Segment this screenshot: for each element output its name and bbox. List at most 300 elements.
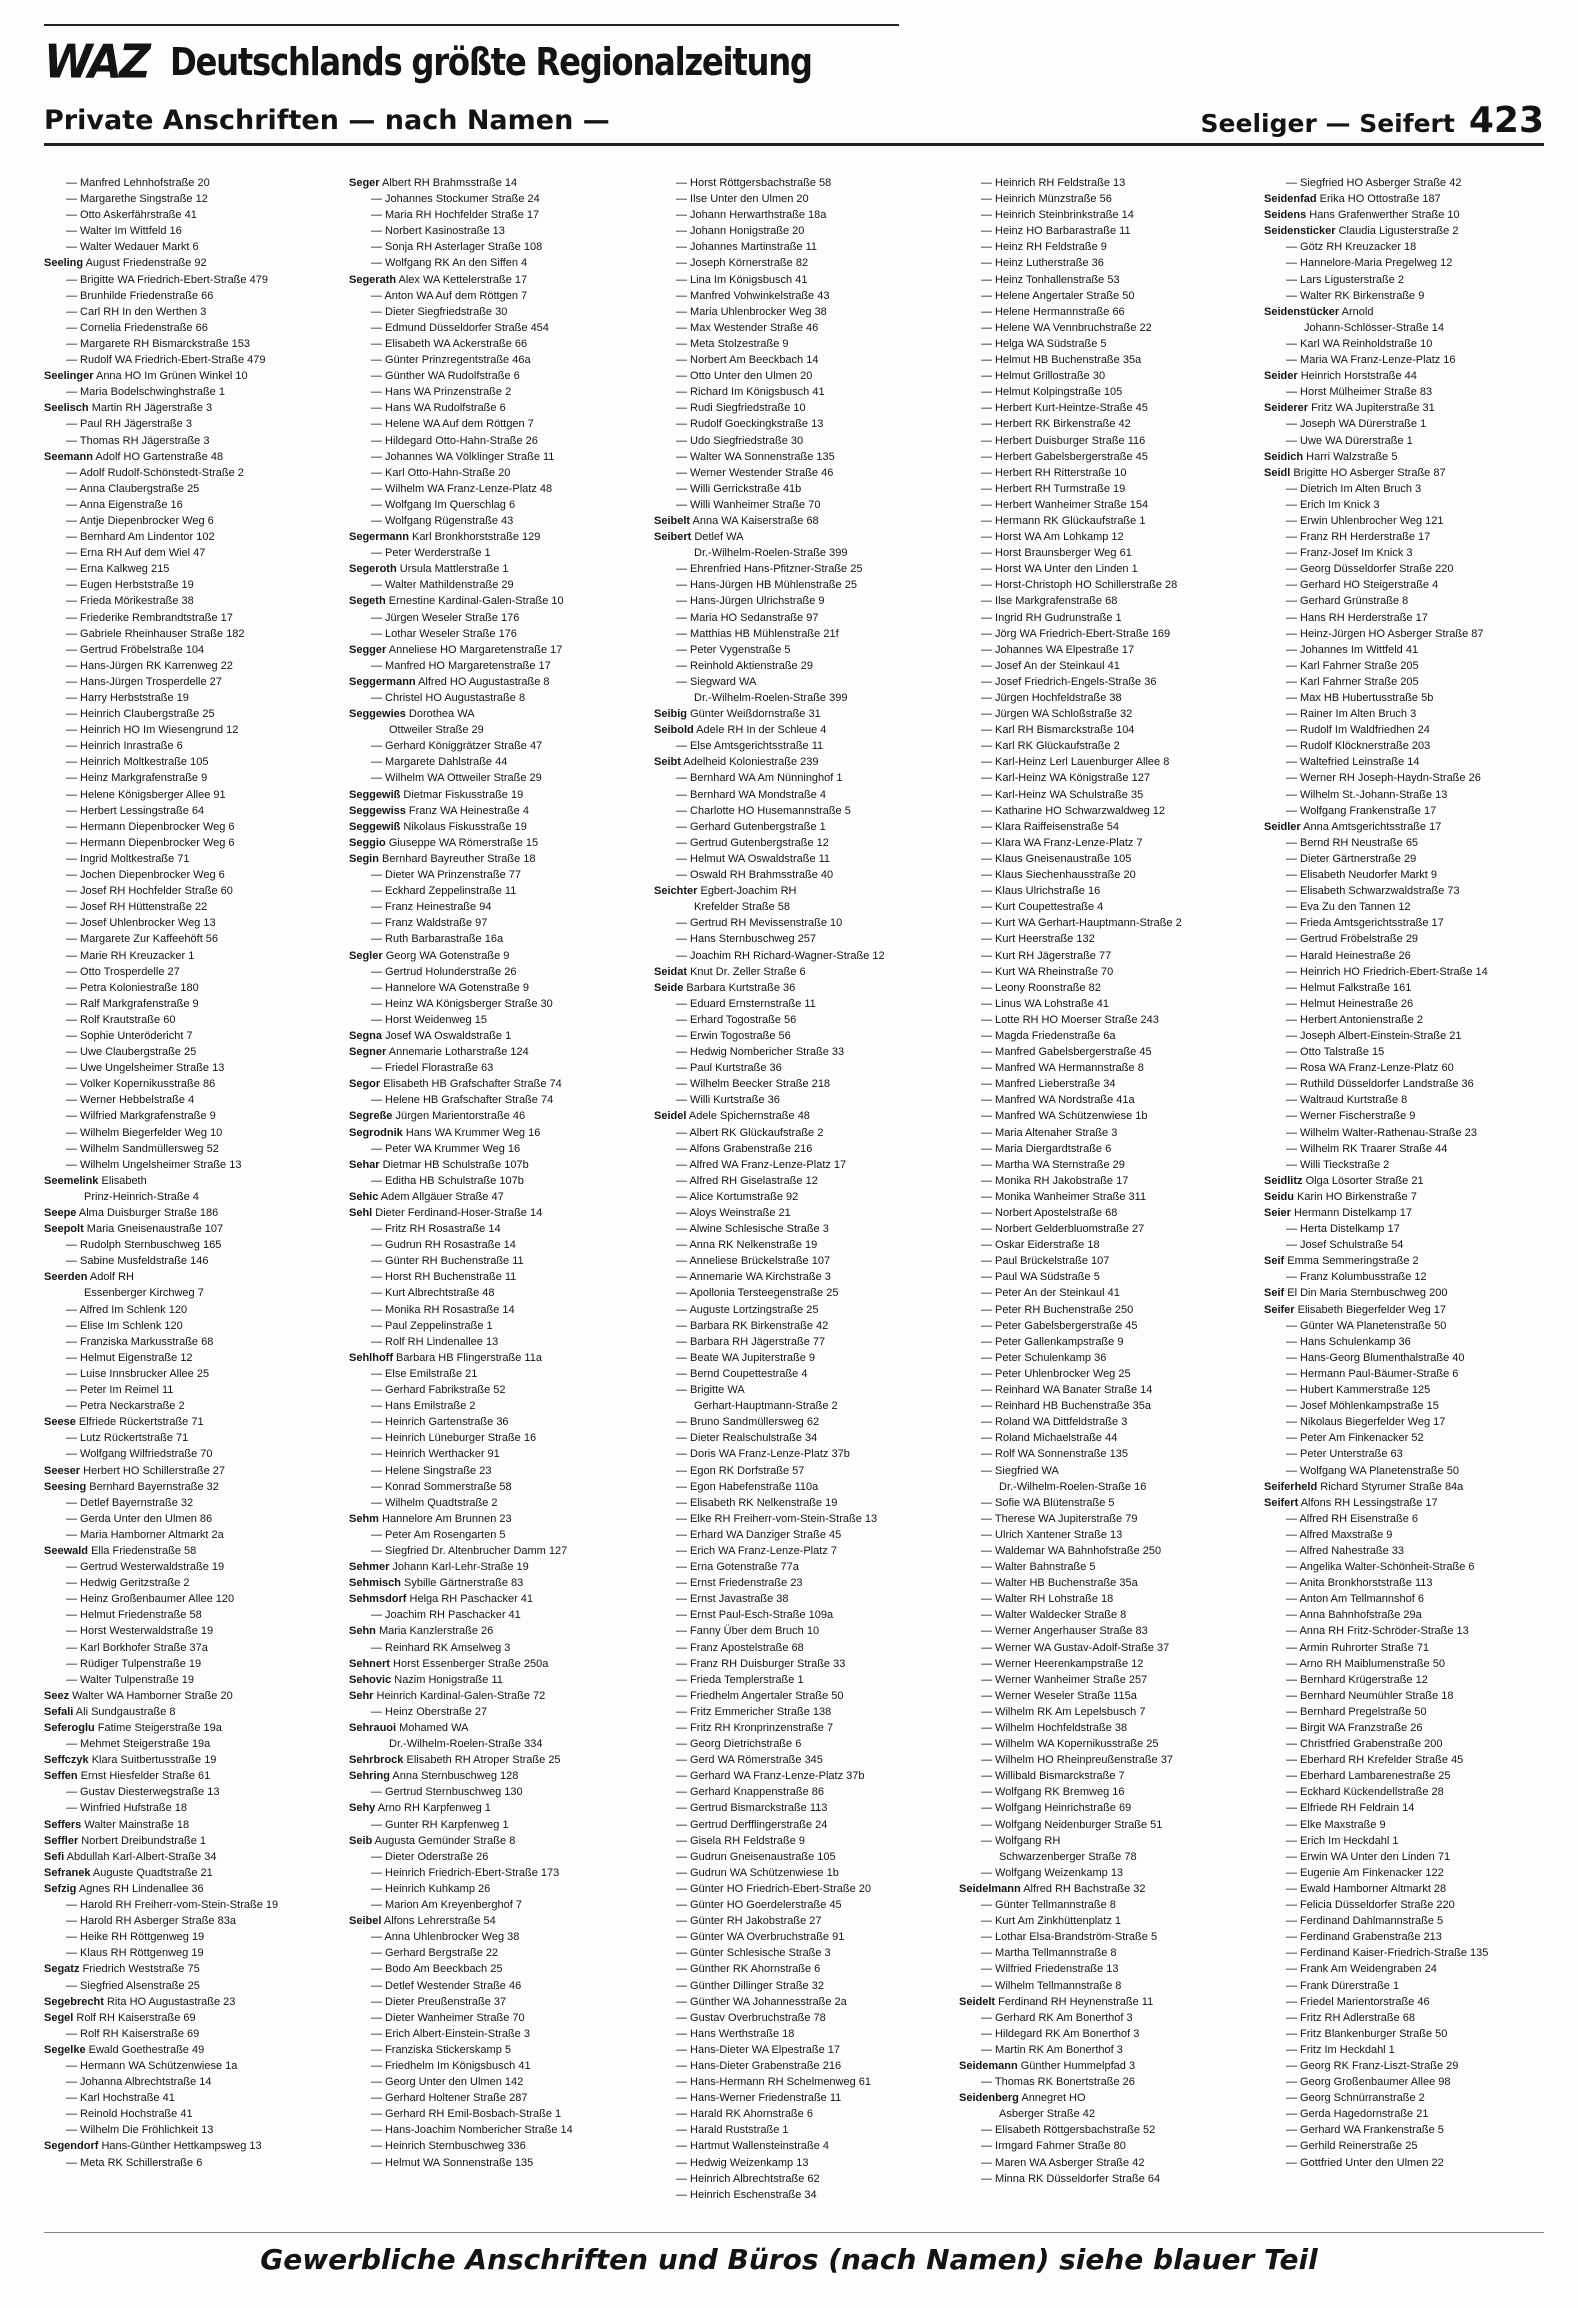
listing-entry: Seibt Adelheid Koloniestraße 239: [654, 756, 819, 769]
listing-entry: — Dieter WA Prinzenstraße 77: [371, 869, 521, 882]
listing-entry: — Siegfried Alsenstraße 25: [66, 1979, 200, 1992]
listing-entry: — Fanny Über dem Bruch 10: [676, 1625, 820, 1638]
listing-entry: — Gudrun WA Schützenwiese 1b: [676, 1866, 839, 1879]
listing-entry: — Editha HB Schulstraße 107b: [371, 1174, 524, 1187]
listing-entry: — Manfred WA Schützenwiese 1b: [981, 1110, 1148, 1123]
listing-entry: — Joseph WA Dürerstraße 1: [1286, 418, 1427, 431]
listing-entry: — Günther WA Rudolfstraße 6: [371, 370, 520, 383]
listing-entry: — Georg RK Franz-Liszt-Straße 29: [1286, 2059, 1459, 2072]
listing-entry: — Maria Uhlenbrocker Weg 38: [676, 305, 827, 318]
surname: Sehnert: [349, 1657, 390, 1670]
listing-entry: — Wolfgang Weizenkamp 13: [981, 1866, 1124, 1879]
listing-entry: — Rolf RH Lindenallee 13: [371, 1335, 499, 1348]
listing-entry: — Brigitte WA Friedrich-Ebert-Straße 479: [66, 273, 268, 286]
listing-entry: Seibold Adele RH In der Schleue 4: [654, 724, 827, 737]
listing-entry: — Josef Schulstraße 54: [1286, 1239, 1404, 1252]
listing-entry: — Wolfgang Wilfriedstraße 70: [66, 1448, 213, 1461]
listing-entry: — Waldemar WA Bahnhofstraße 250: [981, 1544, 1162, 1557]
listing-entry: — Erna Gotenstraße 77a: [676, 1561, 799, 1574]
top-rule: [44, 24, 899, 26]
listing-entry: — Franz RH Duisburger Straße 33: [676, 1657, 846, 1670]
surname: Seferoglu: [44, 1722, 95, 1734]
listing-entry: — Gunter RH Karpfenweg 1: [371, 1818, 509, 1831]
listing-entry: — Jörg WA Friedrich-Ebert-Straße 169: [981, 627, 1171, 640]
listing-entry: — Apollonia Tersteegenstraße 25: [676, 1287, 839, 1300]
listing-entry: — Fritz Emmericher Straße 138: [676, 1705, 832, 1718]
listing-entry: Seider Heinrich Horststraße 44: [1264, 370, 1417, 383]
listing-entry: Seidel Adele Spichernstraße 48: [654, 1110, 810, 1123]
listing-entry: — Walter Mathildenstraße 29: [371, 579, 514, 592]
listing-entry: Segeth Ernestine Kardinal-Galen-Straße 10: [349, 595, 564, 608]
surname: Seggermann: [349, 675, 416, 688]
listing-entry: — Willi Tieckstraße 2: [1286, 1158, 1390, 1171]
listing-entry: — Helmut HB Buchenstraße 35a: [981, 354, 1142, 367]
listing-entry: — Sonja RH Asterlager Straße 108: [371, 241, 543, 254]
listing-entry: — Wilhelm Hochfeldstraße 38: [981, 1722, 1128, 1734]
listing-entry: — Heinrich RH Feldstraße 13: [981, 177, 1126, 189]
surname: Seidemann: [959, 2059, 1018, 2072]
listing-entry: — Walter RK Birkenstraße 9: [1286, 289, 1425, 302]
waz-logo: WAZ: [44, 35, 148, 89]
surname: Segelke: [44, 2043, 86, 2056]
listing-entry: — Therese WA Jupiterstraße 79: [981, 1512, 1138, 1525]
listing-entry: — Günter WA Planetenstraße 50: [1286, 1319, 1447, 1332]
listing-entry: — Herbert Duisburger Straße 116: [981, 434, 1146, 447]
listing-entry: — Else Amtsgerichtsstraße 11: [676, 740, 824, 753]
surname: Sehring: [349, 1770, 390, 1783]
listing-entry: Seggewiß Nikolaus Fiskusstraße 19: [349, 820, 527, 833]
surname: Seidich: [1264, 450, 1304, 463]
listing-entry: — Peter Uhlenbrocker Weg 25: [981, 1367, 1131, 1380]
listing-entry: — Bernd RH Neustraße 65: [1286, 836, 1419, 849]
listing-entry: — Peter Am Finkenacker 52: [1286, 1432, 1424, 1445]
surname: Segrodnik: [349, 1126, 403, 1139]
listing-entry: — Ewald Hamborner Altmarkt 28: [1286, 1882, 1447, 1895]
listing-entry: — Hermann Diepenbrocker Weg 6: [66, 820, 235, 833]
surname: Sefranek: [44, 1866, 91, 1879]
listing-entry: — Joseph Albert-Einstein-Straße 21: [1286, 1029, 1462, 1042]
listing-entry: — Roland WA Dittfeldstraße 3: [981, 1416, 1128, 1429]
listing-entry: — Hans RH Herderstraße 17: [1286, 611, 1428, 624]
listing-entry: — Hans-Jürgen HB Mühlenstraße 25: [676, 579, 857, 592]
surname: Seidat: [654, 965, 688, 978]
listing-entry: — Johannes WA Völklinger Straße 11: [371, 450, 555, 463]
listing-entry: — Paul Brückelstraße 107: [981, 1255, 1110, 1268]
listing-entry: — Margarethe Singstraße 12: [66, 193, 208, 206]
listing-entry: — Dieter Siegfriedstraße 30: [371, 305, 508, 318]
listing-entry: — Herbert RH Turmstraße 19: [981, 482, 1126, 495]
listing-entry: — Gertrud Sternbuschweg 130: [371, 1786, 523, 1799]
listing-entry: — Rolf RH Kaiserstraße 69: [66, 2027, 200, 2040]
listing-entry: — Walter Tulpenstraße 19: [66, 1673, 194, 1686]
listing-entry: — Wilhelm RK Am Lepelsbusch 7: [981, 1705, 1146, 1718]
listing-entry: — Helmut Grillostraße 30: [981, 370, 1106, 383]
listing-entry: — Alfons Grabenstraße 216: [676, 1142, 813, 1155]
listing-entry: — Detlef Westender Straße 46: [371, 1979, 522, 1992]
listing-entry: — Beate WA Jupiterstraße 9: [676, 1351, 815, 1364]
listing-entry: — Siegfried WA: [981, 1464, 1059, 1477]
listing-entry: — Gerhard RK Am Bonerthof 3: [981, 2011, 1133, 2024]
listing-entry: Seemelink Elisabeth: [44, 1174, 147, 1187]
listing-entry: Sehovic Nazim Honigstraße 11: [349, 1673, 503, 1686]
listing-entry: — Kurt Am Zinkhüttenplatz 1: [981, 1915, 1122, 1928]
surname: Seifer: [1264, 1303, 1295, 1316]
listing-entry: Sehrbrock Elisabeth RH Atroper Straße 25: [349, 1754, 561, 1767]
listing-entry: — Frank Am Weidengraben 24: [1286, 1963, 1437, 1976]
listing-entry: — Willi Gerrickstraße 41b: [676, 482, 802, 495]
listing-entry: — Hans-Georg Blumenthalstraße 40: [1286, 1351, 1465, 1364]
listing-entry: — Brigitte WA: [676, 1384, 745, 1397]
listing-entry: — Wolfgang Heinrichstraße 69: [981, 1802, 1132, 1815]
listing-entry: — Josef Möhlenkampstraße 15: [1286, 1400, 1439, 1413]
listing-entry: — Gerd WA Römerstraße 345: [676, 1754, 823, 1767]
listing-entry: — Günter HO Goerdelerstraße 45: [676, 1899, 842, 1912]
listing-entry: — Kurt Heerstraße 132: [981, 933, 1095, 946]
listing-entry: — Reinhard RK Amselweg 3: [371, 1641, 511, 1654]
listing-entry: — Sabine Musfeldstraße 146: [66, 1255, 209, 1268]
surname: Seibig: [654, 708, 688, 721]
surname: Seidu: [1264, 1190, 1294, 1203]
listing-entry: — Paul RH Jägerstraße 3: [66, 418, 192, 431]
listing-entry: — Alfred Nahestraße 33: [1286, 1544, 1405, 1557]
listing-entry: — Willibald Bismarckstraße 7: [981, 1770, 1125, 1783]
listing-entry: — Günter Schlesische Straße 3: [676, 1947, 831, 1960]
listing-entry: Seggewiß Dietmar Fiskusstraße 19: [349, 788, 524, 801]
surname: Sehovic: [349, 1673, 392, 1686]
surname: Sehar: [349, 1158, 380, 1171]
listing-entry: — Karl WA Reinholdstraße 10: [1286, 337, 1433, 350]
listing-entry: — Christel HO Augustastraße 8: [371, 692, 526, 704]
listing-entry: — Friederike Rembrandtstraße 17: [66, 611, 233, 624]
listing-entry: — Bernhard Am Lindentor 102: [66, 531, 215, 544]
listing-entry: — Kurt Coupettestraße 4: [981, 901, 1104, 914]
listing-entry: — Klaus Ulrichstraße 16: [981, 885, 1101, 898]
listing-entry: — Dieter Oderstraße 26: [371, 1850, 489, 1863]
listing-entry: — Oskar Eiderstraße 18: [981, 1239, 1100, 1252]
surname: Seidel: [654, 1110, 687, 1123]
listing-entry: — Wolfgang RK Bremweg 16: [981, 1786, 1125, 1799]
listing-entry: — Manfred WA Nordstraße 41a: [981, 1094, 1135, 1107]
listing-entry: — Gertrud Derfflingerstraße 24: [676, 1818, 828, 1831]
surname: Seidensticker: [1264, 225, 1336, 238]
listing-entry: — Bernhard Krügerstraße 12: [1286, 1673, 1428, 1686]
listing-entry: Essenberger Kirchweg 7: [84, 1287, 204, 1300]
listing-entry: Ottweiler Straße 29: [389, 724, 484, 737]
listing-entry: — Gertrud RH Mevissenstraße 10: [676, 917, 843, 930]
listing-column-4: [959, 175, 1251, 2215]
listing-entry: — Wilhelm HO Rheinpreußenstraße 37: [981, 1754, 1173, 1767]
listing-entry: — Elisabeth WA Ackerstraße 66: [371, 337, 528, 350]
listing-entry: — Alice Kortumstraße 92: [676, 1190, 799, 1203]
listing-entry: — Paul Zeppelinstraße 1: [371, 1319, 493, 1332]
listing-entry: — Arno RH Maiblumenstraße 50: [1286, 1657, 1445, 1670]
listing-entry: — Josef RH Hochfelder Straße 60: [66, 885, 233, 898]
listing-entry: — Wilhelm Die Fröhlichkeit 13: [66, 2124, 214, 2137]
listing-entry: Seichter Egbert-Joachim RH: [654, 885, 797, 898]
surname: Sefzig: [44, 1882, 77, 1895]
listing-entry: — Ernst Paul-Esch-Straße 109a: [676, 1609, 834, 1622]
listing-entry: — Anna RH Fritz-Schröder-Straße 13: [1286, 1625, 1469, 1638]
listing-entry: — Lina Im Königsbusch 41: [676, 273, 808, 286]
listing-entry: Sehmsdorf Helga RH Paschacker 41: [349, 1593, 534, 1606]
name-range: Seeliger — Seifert: [1200, 108, 1455, 138]
listing-entry: — Karl-Heinz WA Königstraße 127: [981, 772, 1150, 785]
listing-entry: — Peter An der Steinkaul 41: [981, 1287, 1120, 1300]
surname: Seelinger: [44, 370, 94, 383]
listing-entry: Johann-Schlösser-Straße 14: [1304, 321, 1445, 334]
listing-entry: — Ferdinand Dahlmannstraße 5: [1286, 1915, 1444, 1928]
listing-entry: Seier Hermann Distelkamp 17: [1264, 1207, 1412, 1219]
listing-entry: — Klaus RH Röttgenweg 19: [66, 1947, 204, 1960]
listing-entry: — Erwin WA Unter den Linden 71: [1286, 1850, 1451, 1863]
listing-entry: — Harald RK Ahornstraße 6: [676, 2108, 813, 2121]
listing-entry: Seelisch Martin RH Jägerstraße 3: [44, 402, 213, 415]
listing-column-3: [654, 175, 946, 2215]
listing-entry: — Gustav Overbruchstraße 78: [676, 2011, 826, 2024]
listing-entry: — Herbert RH Ritterstraße 10: [981, 466, 1127, 479]
listing-entry: — Norbert Apostelstraße 68: [981, 1207, 1118, 1219]
listing-entry: — Anton WA Auf dem Röttgen 7: [371, 289, 528, 302]
listing-entry: — Herbert Antonienstraße 2: [1286, 1013, 1423, 1026]
listing-entry: — Karl RH Bismarckstraße 104: [981, 724, 1135, 737]
listing-entry: Sehmisch Sybille Gärtnerstraße 83: [349, 1577, 524, 1590]
surname: Sehy: [349, 1802, 376, 1815]
masthead: [44, 32, 925, 92]
surname: Seggewiß: [349, 788, 401, 801]
listing-entry: — Paul WA Südstraße 5: [981, 1271, 1100, 1284]
listing-entry: Seeser Herbert HO Schillerstraße 27: [44, 1464, 225, 1477]
listing-entry: — Harold RH Asberger Straße 83a: [66, 1915, 236, 1928]
listing-entry: — Peter RH Buchenstraße 250: [981, 1303, 1134, 1316]
listing-entry: — Anita Bronkhorststraße 113: [1286, 1577, 1433, 1590]
listing-entry: — Gudrun Gneisenaustraße 105: [676, 1850, 836, 1863]
listing-entry: — Dietrich Im Alten Bruch 3: [1286, 482, 1422, 495]
surname: Seif: [1264, 1255, 1285, 1268]
listing-entry: Seidensticker Claudia Ligusterstraße 2: [1264, 225, 1459, 238]
surname: Seffers: [44, 1818, 82, 1831]
listing-entry: — Wolfgang WA Planetenstraße 50: [1286, 1464, 1460, 1477]
listing-entry: — Johann Herwarthstraße 18a: [676, 209, 827, 222]
listing-entry: — Georg Düsseldorfer Straße 220: [1286, 563, 1454, 576]
surname: Seemann: [44, 450, 93, 463]
listing-entry: — Klara WA Franz-Lenze-Platz 7: [981, 836, 1143, 849]
listing-entry: — Reinhard HB Buchenstraße 35a: [981, 1400, 1151, 1413]
listing-entry: Seelinger Anna HO Im Grünen Winkel 10: [44, 370, 248, 383]
surname: Sehmisch: [349, 1577, 401, 1590]
surname: Seggio: [349, 836, 386, 849]
listing-entry: — Rudolph Sternbuschweg 165: [66, 1239, 222, 1252]
listing-entry: — Walter Bahnstraße 5: [981, 1561, 1096, 1574]
surname: Seibel: [349, 1915, 382, 1928]
listing-entry: — Karl-Heinz WA Schulstraße 35: [981, 788, 1144, 801]
listing-entry: — Ingrid Moltkestraße 71: [66, 852, 190, 865]
listing-entry: — Norbert Gelderbluomstraße 27: [981, 1223, 1145, 1236]
listing-entry: — Wilfried Markgrafenstraße 9: [66, 1110, 216, 1123]
listing-entry: — Magda Friedenstraße 6a: [981, 1029, 1116, 1042]
listing-entry: — Karl-Heinz Lerl Lauenburger Allee 8: [981, 756, 1170, 769]
listing-entry: — Wolfgang Frankenstraße 17: [1286, 804, 1437, 817]
listing-entry: — Gerhard Grünstraße 8: [1286, 595, 1409, 608]
listing-entry: — Matthias HB Mühlenstraße 21f: [676, 627, 839, 640]
surname: Segerath: [349, 273, 397, 286]
listing-entry: Seffler Norbert Dreibundstraße 1: [44, 1834, 207, 1847]
listing-entry: — Gerhard Fabrikstraße 52: [371, 1384, 506, 1397]
listing-entry: — Lars Ligusterstraße 2: [1286, 273, 1404, 286]
listing-entry: — Gerda Hagedornstraße 21: [1286, 2108, 1429, 2121]
listing-entry: — Ehrenfried Hans-Pfitzner-Straße 25: [676, 563, 863, 576]
listing-entry: — Heinz HO Barbarastraße 11: [981, 225, 1131, 238]
surname: Sehmer: [349, 1561, 390, 1574]
listing-entry: — Günther RK Ahornstraße 6: [676, 1963, 821, 1976]
listing-entry: — Manfred WA Hermannstraße 8: [981, 1062, 1144, 1075]
listing-entry: — Martin RK Am Bonerthof 3: [981, 2043, 1123, 2056]
listing-entry: — Else Emilstraße 21: [371, 1367, 478, 1380]
listing-entry: — Winfried Hufstraße 18: [66, 1802, 188, 1815]
listing-entry: — Ruthild Düsseldorfer Landstraße 36: [1286, 1078, 1474, 1091]
listing-entry: — Anton Am Tellmannshof 6: [1286, 1593, 1424, 1606]
surname: Seese: [44, 1416, 76, 1429]
listing-entry: Segrodnik Hans WA Krummer Weg 16: [349, 1126, 541, 1139]
listing-entry: — Herta Distelkamp 17: [1286, 1223, 1400, 1236]
listing-entry: — Franziska Stickerskamp 5: [371, 2043, 511, 2056]
listing-entry: — Heike RH Röttgenweg 19: [66, 1931, 205, 1944]
listing-entry: — Rudolf Im Waldfriedhen 24: [1286, 724, 1430, 737]
listing-entry: — Heinz Lutherstraße 36: [981, 257, 1104, 270]
listing-entry: — Peter Vygenstraße 5: [676, 643, 791, 656]
listing-entry: — Albert RK Glückaufstraße 2: [676, 1126, 824, 1139]
listing-entry: Seerden Adolf RH: [44, 1271, 134, 1284]
listing-entry: — Gerhard Knappenstraße 86: [676, 1786, 824, 1799]
listing-entry: — Wolfgang Neidenburger Straße 51: [981, 1818, 1163, 1831]
listing-entry: — Wolfgang Im Querschlag 6: [371, 498, 516, 511]
listing-entry: — Lothar Elsa-Brandström-Straße 5: [981, 1931, 1158, 1944]
listing-entry: — Werner Fischerstraße 9: [1286, 1110, 1416, 1123]
listing-entry: — Hannelore WA Gotenstraße 9: [371, 981, 529, 994]
listing-entry: — Richard Im Königsbusch 41: [676, 386, 825, 399]
surname: Sehr: [349, 1689, 374, 1702]
listing-entry: — Kurt WA Rheinstraße 70: [981, 965, 1114, 978]
listing-entry: — Franziska Markusstraße 68: [66, 1335, 214, 1348]
listing-entry: — Hermann Diepenbrocker Weg 6: [66, 836, 235, 849]
listing-entry: — Rudi Siegfriedstraße 10: [676, 402, 806, 415]
listing-entry: — Johannes WA Elpestraße 17: [981, 643, 1135, 656]
listing-entry: — Anna Uhlenbrocker Weg 38: [371, 1931, 520, 1944]
masthead-tagline: Deutschlands größte Regionalzeitung: [169, 40, 812, 84]
surname: Seier: [1264, 1207, 1291, 1219]
listing-entry: — Siegward WA: [676, 675, 757, 688]
listing-entry: — Peter Gabelsbergerstraße 45: [981, 1319, 1138, 1332]
surname: Segna: [349, 1029, 383, 1042]
listing-entry: — Gertrud Bismarckstraße 113: [676, 1802, 828, 1815]
listing-entry: — Eugen Herbststraße 19: [66, 579, 194, 592]
listing-entry: — Klaus Gneisenaustraße 105: [981, 852, 1132, 865]
listing-entry: Sehy Arno RH Karpfenweg 1: [349, 1802, 491, 1815]
listing-entry: — Norbert Kasinostraße 13: [371, 225, 505, 238]
listing-entry: — Barbara RH Jägerstraße 77: [676, 1335, 826, 1348]
listing-entry: — Otto Trosperdelle 27: [66, 965, 180, 978]
listing-entry: — Wilhelm Quadtstraße 2: [371, 1496, 498, 1509]
listing-entry: Dr.-Wilhelm-Roelen-Straße 399: [694, 692, 848, 704]
listing-entry: — Heinrich Werthacker 91: [371, 1448, 500, 1461]
surname: Seifert: [1264, 1496, 1299, 1509]
listing-entry: — Gerhild Reinerstraße 25: [1286, 2140, 1418, 2153]
listing-entry: — Helene WA Auf dem Röttgen 7: [371, 418, 534, 431]
listing-entry: — Hedwig Geritzstraße 2: [66, 1577, 190, 1590]
listing-entry: — Walter HB Buchenstraße 35a: [981, 1577, 1138, 1590]
listing-entry: — Ilse Markgrafenstraße 68: [981, 595, 1118, 608]
listing-entry: Seidenstücker Arnold: [1264, 305, 1374, 318]
listing-entry: Seibelt Anna WA Kaiserstraße 68: [654, 514, 819, 527]
listing-entry: — Werner RH Joseph-Haydn-Straße 26: [1286, 772, 1481, 785]
listing-entry: — Werner Wanheimer Straße 257: [981, 1673, 1148, 1686]
listing-entry: — Edmund Düsseldorfer Straße 454: [371, 321, 549, 334]
listing-entry: — Alwine Schlesische Straße 3: [676, 1223, 829, 1236]
listing-entry: — Bernhard Neumühler Straße 18: [1286, 1689, 1454, 1702]
listing-entry: — Heinrich Moltkestraße 105: [66, 756, 209, 769]
listing-entry: — Franz Kolumbusstraße 12: [1286, 1271, 1427, 1284]
listing-entry: Seffen Ernst Hiesfelder Straße 61: [44, 1770, 211, 1783]
listing-entry: — Günter HO Friedrich-Ebert-Straße 20: [676, 1882, 872, 1895]
listing-entry: Seidler Anna Amtsgerichtsstraße 17: [1264, 820, 1442, 833]
listing-entry: — Wilhelm Ungelsheimer Straße 13: [66, 1158, 242, 1171]
listing-entry: — Heinrich HO Im Wiesengrund 12: [66, 724, 239, 737]
listing-entry: Seez Walter WA Hamborner Straße 20: [44, 1689, 233, 1702]
listing-entry: — Uwe WA Dürerstraße 1: [1286, 434, 1413, 447]
listing-entry: — Anna Claubergstraße 25: [66, 482, 200, 495]
listing-entry: — Alfred Im Schlenk 120: [66, 1303, 188, 1316]
listing-entry: Seggermann Alfred HO Augustastraße 8: [349, 675, 550, 688]
listing-entry: — Karl Fahrner Straße 205: [1286, 659, 1419, 672]
listing-entry: — Barbara RK Birkenstraße 42: [676, 1319, 829, 1332]
listing-entry: — Karl RK Glückaufstraße 2: [981, 740, 1120, 753]
listing-entry: Seifer Elisabeth Biegerfelder Weg 17: [1264, 1303, 1447, 1316]
listing-entry: — Elke Maxstraße 9: [1286, 1818, 1386, 1831]
listing-column-2: [349, 175, 641, 2215]
surname: Seidl: [1264, 466, 1291, 479]
surname: Seeling: [44, 257, 84, 270]
listing-entry: — Egon RK Dorfstraße 57: [676, 1464, 805, 1477]
listing-entry: Sehl Dieter Ferdinand-Hoser-Straße 14: [349, 1207, 543, 1219]
listing-entry: — Peter WA Krummer Weg 16: [371, 1142, 521, 1155]
listing-entry: — Max HB Hubertusstraße 5b: [1286, 692, 1434, 704]
listing-entry: Sefali Ali Sundgaustraße 8: [44, 1705, 176, 1718]
listing-entry: Schwarzenberger Straße 78: [999, 1850, 1137, 1863]
listing-entry: — Rudolf Klöcknerstraße 203: [1286, 740, 1431, 753]
listing-entry: — Udo Siegfriedstraße 30: [676, 434, 804, 447]
listing-entry: — Irmgard Fahrner Straße 80: [981, 2140, 1126, 2153]
listing-entry: — Linus WA Lohstraße 41: [981, 997, 1109, 1010]
footer-note: Gewerbliche Anschriften und Büros (nach Namen) siehe blauer Teil: [260, 2243, 1318, 2276]
listing-entry: Seger Albert RH Brahmsstraße 14: [349, 177, 518, 189]
listing-entry: — Ernst Javastraße 38: [676, 1593, 789, 1606]
listing-entry: — Elke RH Freiherr-vom-Stein-Straße 13: [676, 1512, 878, 1525]
listing-entry: — Gertrud Gutenbergstraße 12: [676, 836, 829, 849]
listing-entry: Seidlitz Olga Lösorter Straße 21: [1264, 1174, 1424, 1187]
listing-entry: Prinz-Heinrich-Straße 4: [84, 1190, 199, 1203]
surname: Sehic: [349, 1190, 379, 1203]
listing-entry: — Lothar Weseler Straße 176: [371, 627, 517, 640]
surname: Seffczyk: [44, 1754, 89, 1767]
listing-entry: — Walter Wedauer Markt 6: [66, 241, 199, 254]
listing-entry: — Anneliese Brückelstraße 107: [676, 1255, 831, 1268]
listing-entry: — Felicia Düsseldorfer Straße 220: [1286, 1899, 1455, 1912]
listing-entry: — Helmut WA Sonnenstraße 135: [371, 2156, 534, 2169]
listing-entry: — Werner Heerenkampstraße 12: [981, 1657, 1144, 1670]
surname: Segler: [349, 949, 383, 962]
listing-entry: — Herbert Gabelsbergerstraße 45: [981, 450, 1148, 463]
footer-rule: [44, 2232, 1544, 2233]
surname: Sehlhoff: [349, 1351, 393, 1364]
